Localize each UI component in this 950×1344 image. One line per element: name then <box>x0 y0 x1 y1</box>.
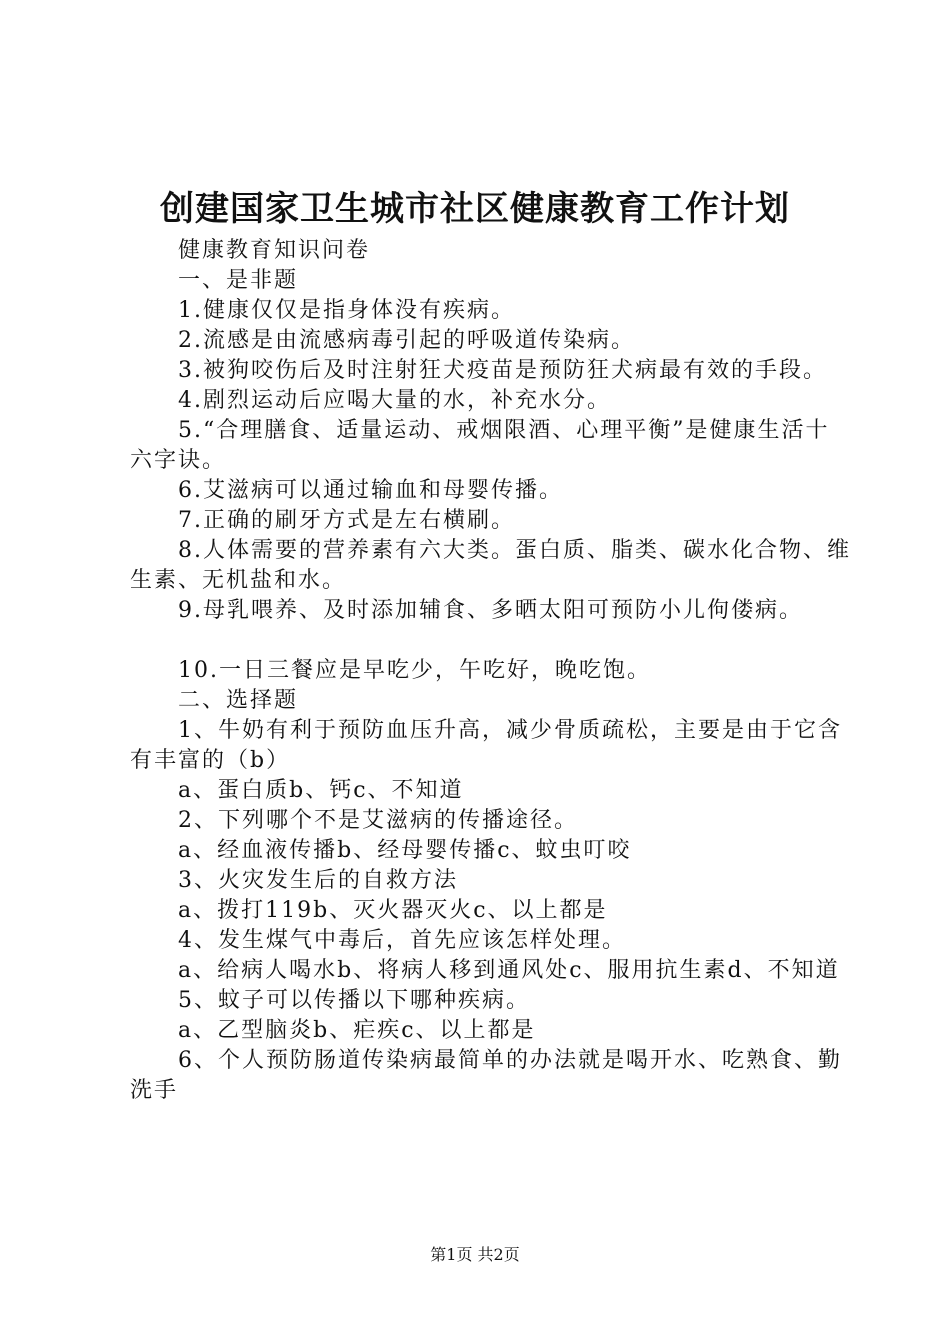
paragraph: a、给病人喝水b、将病人移到通风处c、服用抗生素d、不知道 <box>178 958 840 983</box>
paragraph: 9.母乳喂养、及时添加辅食、多晒太阳可预防小儿佝偻病。 <box>178 598 803 623</box>
document-title: 创建国家卫生城市社区健康教育工作计划 <box>160 189 790 229</box>
paragraph: 5.“合理膳食、适量运动、戒烟限酒、心理平衡”是健康生活十六字诀。 <box>130 418 830 473</box>
blank-line <box>130 626 852 656</box>
paragraph: a、经血液传播b、经母婴传播c、蚊虫叮咬 <box>178 838 632 863</box>
paragraph: 3.被狗咬伤后及时注射狂犬疫苗是预防狂犬病最有效的手段。 <box>178 358 827 383</box>
paragraph: 5、蚊子可以传播以下哪种疾病。 <box>178 988 530 1013</box>
paragraph: a、乙型脑炎b、疟疾c、以上都是 <box>178 1018 536 1043</box>
paragraph: 健康教育知识问卷 <box>178 238 371 263</box>
paragraph: a、拨打119b、灭火器灭火c、以上都是 <box>178 898 608 923</box>
paragraph: 4.剧烈运动后应喝大量的水，补充水分。 <box>178 388 611 413</box>
paragraph: 6、个人预防肠道传染病最简单的办法就是喝开水、吃熟食、勤洗手 <box>130 1048 842 1103</box>
paragraph: a、蛋白质b、钙c、不知道 <box>178 778 464 803</box>
paragraph: 4、发生煤气中毒后，首先应该怎样处理。 <box>178 928 626 953</box>
document-body <box>130 236 852 1106</box>
paragraph: 8.人体需要的营养素有六大类。蛋白质、脂类、碳水化合物、维生素、无机盐和水。 <box>130 538 851 593</box>
paragraph: 3、火灾发生后的自救方法 <box>178 868 458 893</box>
paragraph: 1.健康仅仅是指身体没有疾病。 <box>178 298 515 323</box>
paragraph: 10.一日三餐应是早吃少，午吃好，晚吃饱。 <box>178 658 651 683</box>
paragraph: 2、下列哪个不是艾滋病的传播途径。 <box>178 808 578 833</box>
paragraph: 1、牛奶有利于预防血压升高，减少骨质疏松，主要是由于它含有丰富的（b） <box>130 718 842 773</box>
paragraph: 二、选择题 <box>178 688 299 713</box>
page-footer: 第1页 共2页 <box>430 1245 520 1264</box>
paragraph: 6.艾滋病可以通过输血和母婴传播。 <box>178 478 563 503</box>
paragraph: 2.流感是由流感病毒引起的呼吸道传染病。 <box>178 328 635 353</box>
paragraph: 7.正确的刷牙方式是左右横刷。 <box>178 508 515 533</box>
paragraph: 一、是非题 <box>178 268 299 293</box>
